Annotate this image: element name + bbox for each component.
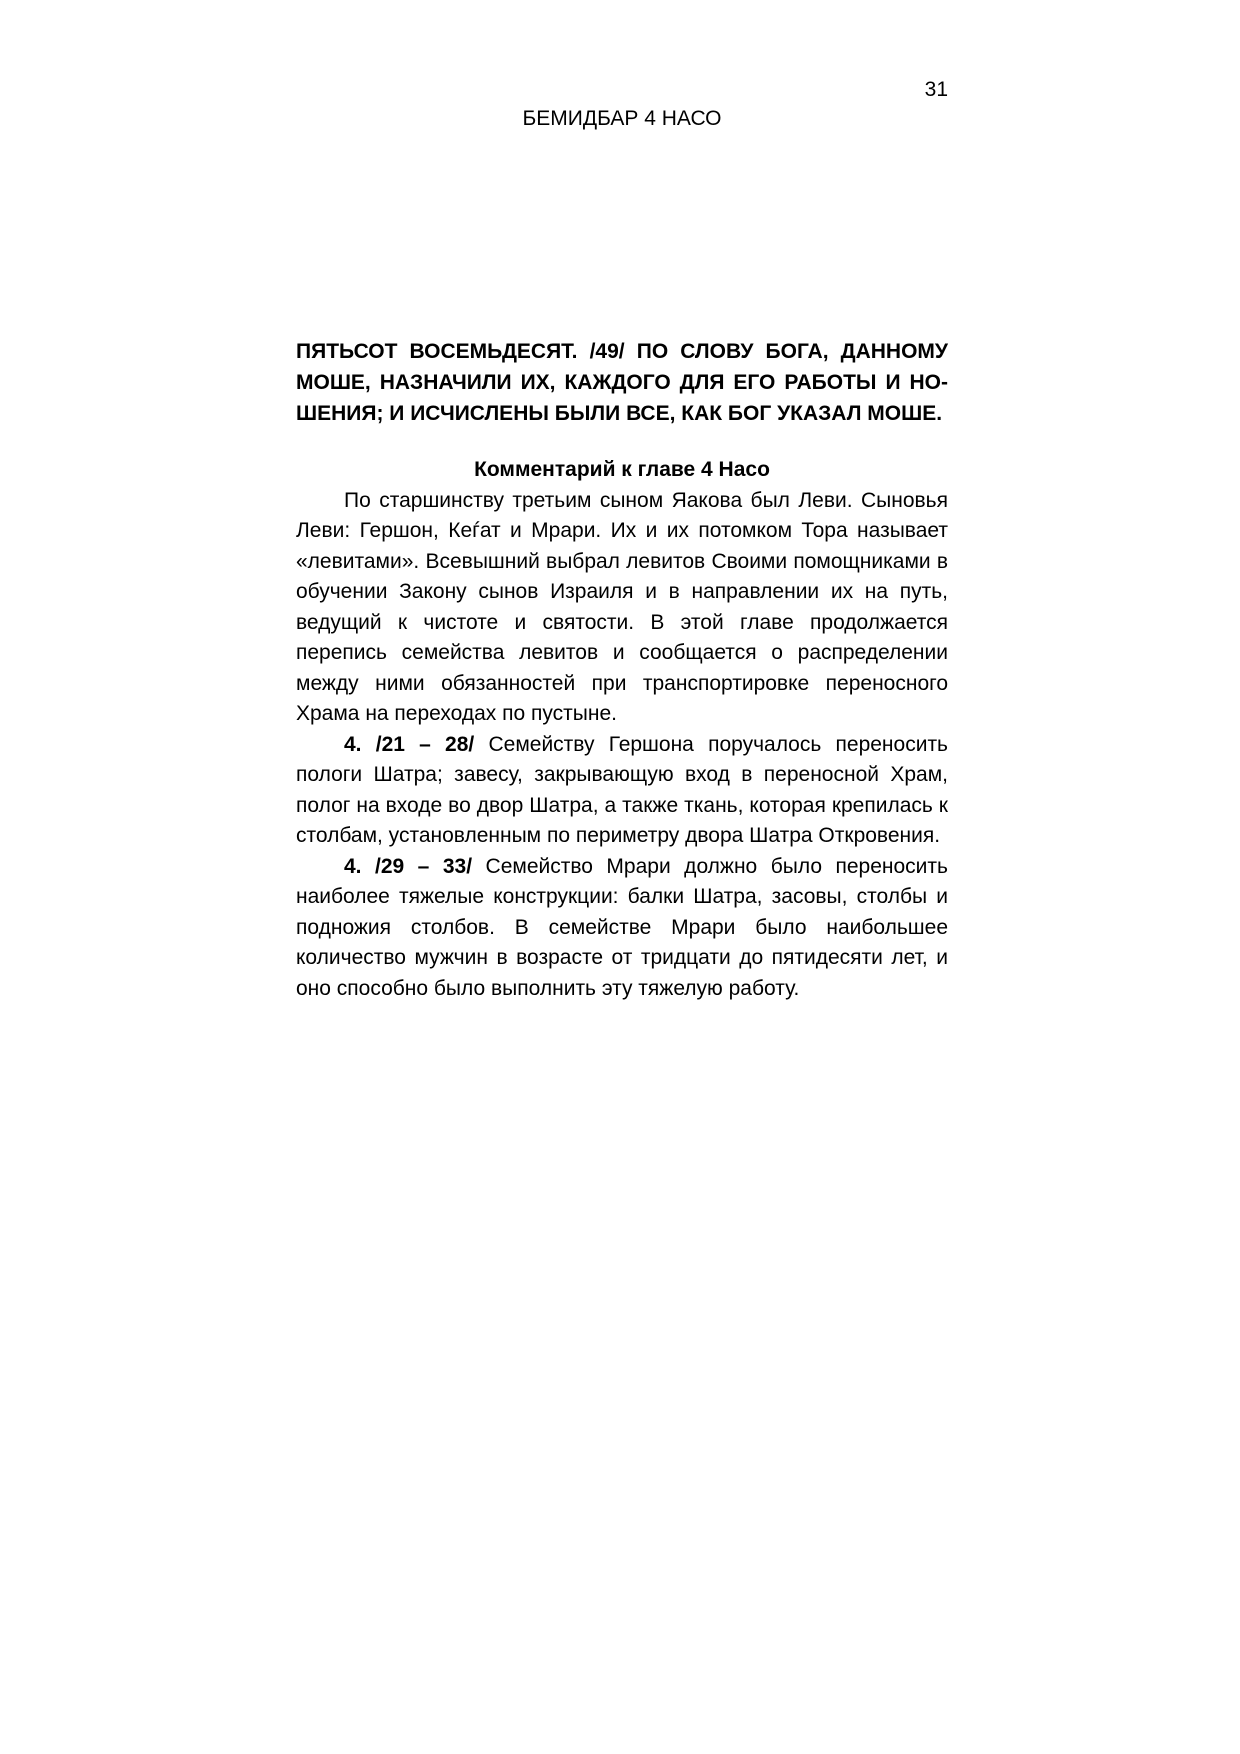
paragraph-text: По старшинству третьим сыном Яакова был Леви. Сыновья Леви: Гершон, Кеѓат и Мрари. Их и их потомком Тора называет «левитами». Всевышний выбрал левитов Своими помощниками в обучении Закону сынов Израиля и в направлении их на путь, ведущий к чистоте и святости. В этой главе продолжается перепись семейства левитов и сообщается о распределении между ними обязанностей при транспортировке переносного Храма на переходах по пустыне.: [296, 488, 948, 725]
paragraph-text: Семейству Гершона поручалось переносить пологи Шатра; завесу, закрывающую вход в переносной Храм, полог на входе во двор Шатра, а также ткань, которая крепилась к столбам, установленным по периметру двора Шатра Откровения.: [296, 732, 948, 847]
commentary-heading: Комментарий к главе 4 Насо: [474, 458, 770, 481]
commentary-paragraph-3: [296, 852, 948, 1005]
verse-reference: 4. /29 – 33/: [344, 854, 473, 878]
commentary-paragraph-2: [296, 730, 948, 852]
verse-reference: 4. /21 – 28/: [344, 732, 475, 756]
page-body: [296, 336, 948, 1004]
running-header: БЕМИДБАР 4 НАСО: [522, 107, 722, 130]
page-number: 31: [924, 78, 948, 101]
paragraph-text: Семейство Мрари должно было переносить наиболее тяжелые конструкции: балки Шатра, засовы, столбы и подножия столбов. В семействе Мрари было наибольшее количество мужчин в возрасте от тридцати до пятидесяти лет, и оно способно было выполнить эту тяжелую работу.: [296, 854, 948, 1000]
verse-text: ПЯТЬСОТ ВОСЕМЬДЕСЯТ. /49/ ПО СЛОВУ БОГА, ДАННОМУ МОШЕ, НАЗНАЧИЛИ ИХ, КАЖДОГО ДЛЯ ЕГО РАБОТЫ И НОШЕНИЯ; И ИСЧИСЛЕНЫ БЫЛИ ВСЕ, КАК БОГ УКАЗАЛ МОШЕ.: [296, 340, 948, 425]
commentary-paragraph-1: [296, 486, 948, 730]
